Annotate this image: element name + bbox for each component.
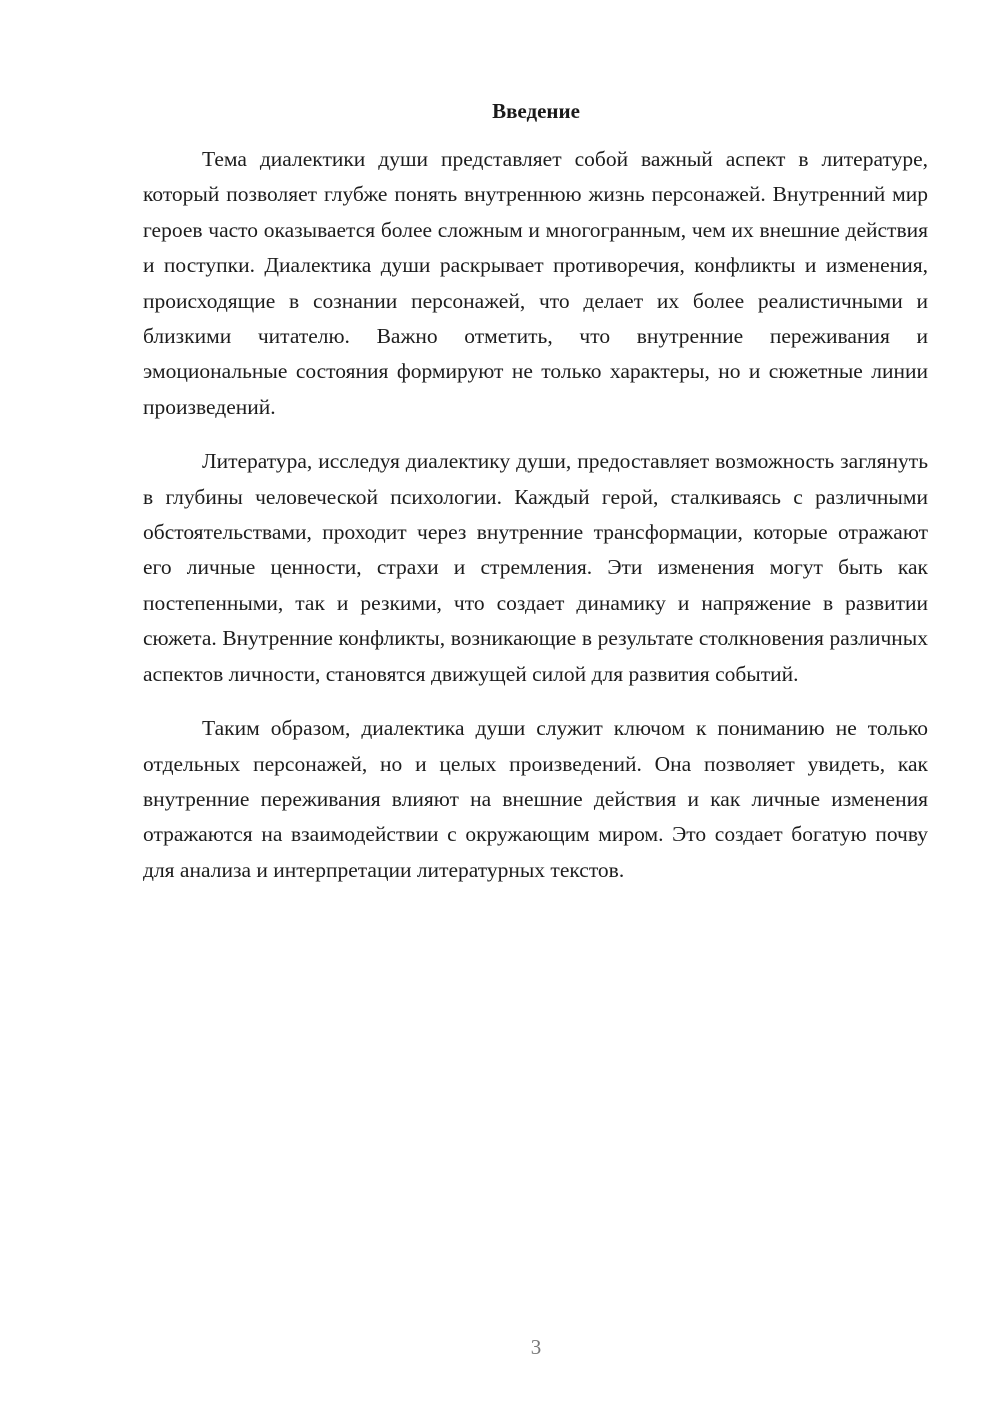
page-number: 3: [530, 1335, 542, 1359]
paragraph-3: Таким образом, диалектика души служит ключом к пониманию не только отдельных персонажей, но и целых произведений. Она позволяет увидеть, как внутренние переживания влияют на внешние действия и как личные изменения отражаются на взаимодействии с окружающим миром. Это создает богатую почву для анализа и интерпретации литературных текстов.: [143, 716, 928, 882]
body-text: [143, 142, 928, 888]
paragraph-2: Литература, исследуя диалектику души, предоставляет возможность заглянуть в глубины человеческой психологии. Каждый герой, сталкиваясь с различными обстоятельствами, проходит через внутренние трансформации, которые отражают его личные ценности, страхи и стремления. Эти изменения могут быть как постепенными, так и резкими, что создает динамику и напряжение в развитии сюжета. Внутренние конфликты, возникающие в результате столкновения различных аспектов личности, становятся движущей силой для развития событий.: [143, 449, 928, 686]
section-heading: Введение: [492, 99, 580, 123]
paragraph-1: Тема диалектики души представляет собой важный аспект в литературе, который позволяет глубже понять внутреннюю жизнь персонажей. Внутренний мир героев часто оказывается более сложным и многогранным, чем их внешние действия и поступки. Диалектика души раскрывает противоречия, конфликты и изменения, происходящие в сознании персонажей, что делает их более реалистичными и близкими читателю. Важно отметить, что внутренние переживания и эмоциональные состояния формируют не только характеры, но и сюжетные линии произведений.: [143, 147, 928, 419]
